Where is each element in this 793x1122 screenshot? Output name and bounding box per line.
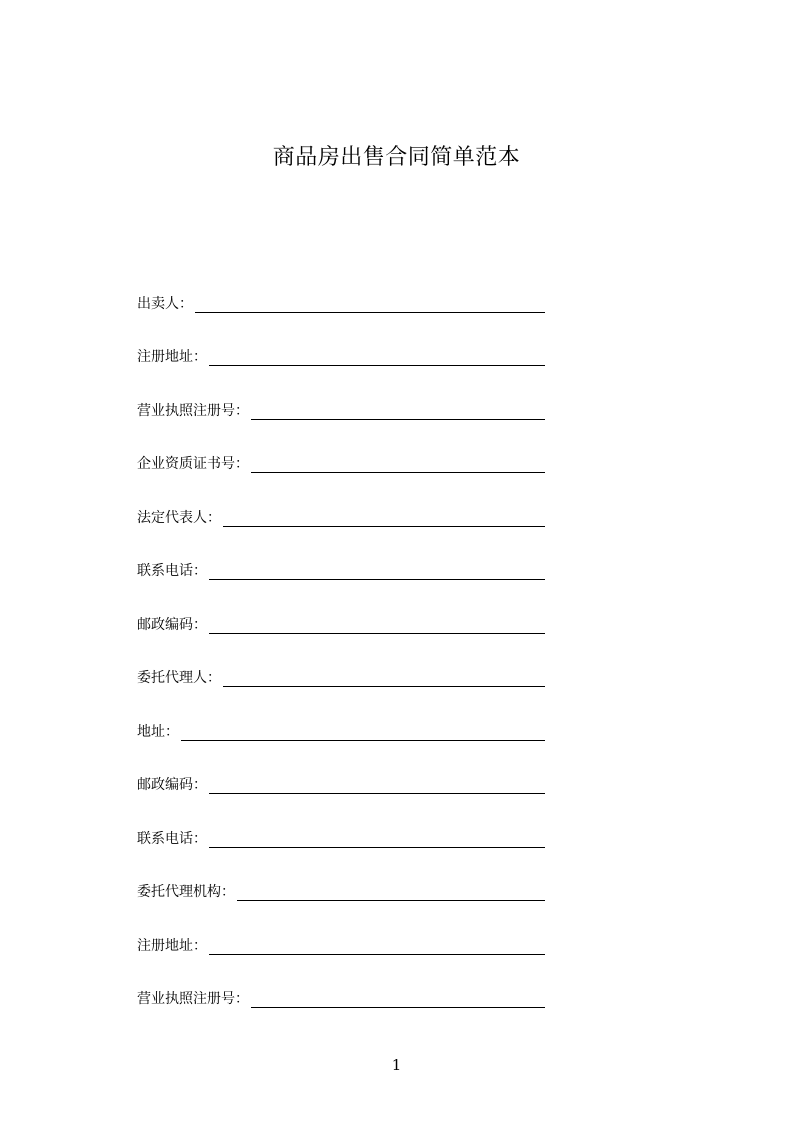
field-label: 营业执照注册号： xyxy=(137,402,249,419)
field-label: 注册地址： xyxy=(137,349,207,365)
field-label: 地址： xyxy=(137,723,179,740)
field-label: 邮政编码： xyxy=(137,777,207,793)
field-row-registered-address xyxy=(137,337,545,391)
fill-in-blank-line[interactable] xyxy=(251,404,545,420)
page-number: 1 xyxy=(391,1056,402,1074)
field-label: 企业资质证书号： xyxy=(137,456,249,472)
field-row-address xyxy=(137,711,545,765)
fill-in-blank-line[interactable] xyxy=(209,618,545,634)
fill-in-blank-line[interactable] xyxy=(181,725,545,741)
field-row-agent-phone xyxy=(137,818,545,872)
fill-in-blank-line[interactable] xyxy=(223,511,545,527)
field-row-seller xyxy=(137,283,545,337)
field-row-agency-business-license-number xyxy=(137,979,545,1033)
field-row-qualification-certificate-number xyxy=(137,444,545,498)
field-label: 邮政编码： xyxy=(137,616,207,633)
field-row-legal-representative xyxy=(137,497,545,551)
field-label: 委托代理人： xyxy=(137,670,221,686)
field-row-agency xyxy=(137,872,545,926)
field-label: 联系电话： xyxy=(137,563,207,579)
field-row-agency-registered-address xyxy=(137,925,545,979)
field-row-agent-postal-code xyxy=(137,765,545,819)
field-row-authorized-agent xyxy=(137,658,545,712)
field-label: 委托代理机构： xyxy=(137,884,235,900)
fill-in-blank-line[interactable] xyxy=(251,457,545,473)
fill-in-blank-line[interactable] xyxy=(251,992,545,1008)
field-label: 营业执照注册号： xyxy=(137,991,249,1007)
document-title: 商品房出售合同简单范本 xyxy=(272,145,521,170)
fill-in-blank-line[interactable] xyxy=(237,885,545,901)
field-row-phone xyxy=(137,551,545,605)
fill-in-blank-line[interactable] xyxy=(209,564,545,580)
fill-in-blank-line[interactable] xyxy=(223,671,545,687)
field-row-business-license-number xyxy=(137,390,545,444)
field-label: 联系电话： xyxy=(137,830,207,847)
fill-in-blank-line[interactable] xyxy=(209,350,545,366)
fill-in-blank-line[interactable] xyxy=(209,778,545,794)
fill-in-blank-line[interactable] xyxy=(195,297,545,313)
party-info-fields xyxy=(137,283,545,1032)
field-row-postal-code xyxy=(137,604,545,658)
fill-in-blank-line[interactable] xyxy=(209,939,545,955)
field-label: 出卖人： xyxy=(137,295,193,312)
fill-in-blank-line[interactable] xyxy=(209,832,545,848)
field-label: 法定代表人： xyxy=(137,509,221,526)
field-label: 注册地址： xyxy=(137,937,207,954)
